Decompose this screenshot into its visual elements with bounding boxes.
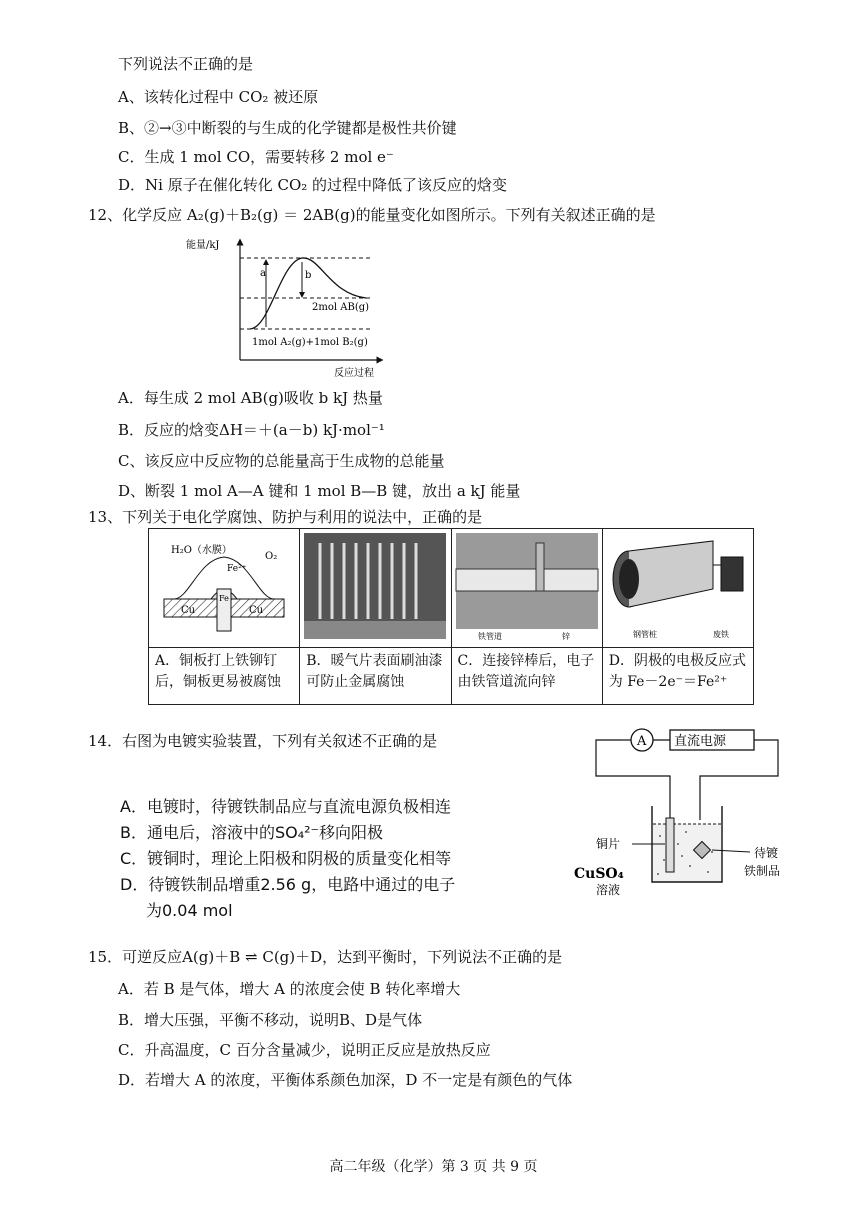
energy-curve <box>250 258 366 329</box>
x-axis-label: 反应过程 <box>334 368 374 379</box>
q13-caption-a: A．铜板打上铁铆钉后，铜板更易被腐蚀 <box>149 648 300 705</box>
o2-label: O₂ <box>265 551 278 562</box>
q11-option-d: D．Ni 原子在催化转化 CO₂ 的过程中降低了该反应的焓变 <box>118 176 508 194</box>
copper-label: 铜片 <box>596 837 621 851</box>
item-label-1: 待镀 <box>754 846 779 860</box>
iron-pipe-label: 铁管道 <box>477 632 502 641</box>
q12-option-c: C、该反应中反应物的总能量高于生成物的总能量 <box>118 452 445 470</box>
water-film-label: H₂O（水膜） <box>171 545 232 556</box>
q15-option-a: A．若 B 是气体，增大 A 的浓度会使 B 转化率增大 <box>118 980 461 998</box>
q14-option-a: A．电镀时，待镀铁制品应与直流电源负极相连 <box>120 797 451 816</box>
q14-option-c: C．镀铜时，理论上阳极和阴极的质量变化相等 <box>120 849 452 868</box>
q13-caption-c: C．连接锌棒后，电子由铁管道流向锌 <box>451 648 602 705</box>
q13-fig-b <box>300 529 451 648</box>
q11-option-c: C．生成 1 mol CO，需要转移 2 mol e⁻ <box>118 148 394 166</box>
energy-diagram <box>180 232 390 380</box>
label-a: a <box>260 268 266 279</box>
q13-fig-d <box>602 529 753 648</box>
cu-left-label: Cu <box>181 605 196 616</box>
q14-option-d-cont: 为0.04 mol <box>146 901 233 920</box>
q11-option-a: A、该转化过程中 CO₂ 被还原 <box>118 88 319 106</box>
q12-stem: 12、化学反应 A₂(g)＋B₂(g) ＝ 2AB(g)的能量变化如图所示。下列有关叙述正确的是 <box>88 206 656 224</box>
page-footer: 高二年级（化学）第 3 页 共 9 页 <box>329 1159 538 1175</box>
q15-stem: 15．可逆反应A(g)＋B ⇌ C(g)＋D，达到平衡时，下列说法不正确的是 <box>88 948 563 966</box>
copper-plate <box>666 818 674 872</box>
q13-caption-d: D．阴极的电极反应式为 Fe－2e⁻＝Fe²⁺ <box>602 648 753 705</box>
q14-option-d: D．待镀铁制品增重2.56 g，电路中通过的电子 <box>120 875 456 894</box>
scrap-iron-label: 废铁 <box>712 630 729 639</box>
steel-pile-label: 钢管桩 <box>632 630 657 639</box>
product-label: 2mol AB(g) <box>312 302 370 313</box>
reactant-label: 1mol A₂(g)+1mol B₂(g) <box>252 337 368 348</box>
q13-fig-a <box>149 529 300 648</box>
q15-option-c: C．升高温度，C 百分含量减少，说明正反应是放热反应 <box>118 1041 491 1059</box>
q11-option-b: B、②→③中断裂的与生成的化学键都是极性共价键 <box>118 119 457 137</box>
label-b: b <box>305 270 312 281</box>
q14-stem: 14．右图为电镀实验装置，下列有关叙述不正确的是 <box>88 732 438 750</box>
zinc-label: 锌 <box>561 632 570 641</box>
solution-label: 溶液 <box>596 883 621 896</box>
q12-option-d: D、断裂 1 mol A—A 键和 1 mol B—B 键，放出 a kJ 能量 <box>118 482 521 500</box>
q15-option-d: D．若增大 A 的浓度，平衡体系颜色加深，D 不一定是有颜色的气体 <box>118 1071 573 1089</box>
q13-caption-b: B．暖气片表面刷油漆可防止金属腐蚀 <box>300 648 451 705</box>
q11-stem: 下列说法不正确的是 <box>118 55 254 73</box>
q15-option-b: B．增大压强，平衡不移动，说明B、D是气体 <box>118 1011 423 1029</box>
power-label: 直流电源 <box>674 734 727 749</box>
fe-ion-label: Fe²⁺ <box>227 564 247 574</box>
q13-stem: 13、下列关于电化学腐蚀、防护与利用的说法中，正确的是 <box>88 508 483 526</box>
cu-right-label: Cu <box>249 605 264 616</box>
item-label-2: 铁制品 <box>744 864 781 878</box>
q13-table <box>148 528 754 705</box>
fe-label: Fe <box>219 594 229 603</box>
q13-fig-c <box>451 529 602 648</box>
ammeter-label: A <box>637 734 647 749</box>
cuso4-label: CuSO₄ <box>574 866 624 882</box>
y-axis-label: 能量/kJ <box>186 240 220 251</box>
q12-option-a: A．每生成 2 mol AB(g)吸收 b kJ 热量 <box>118 389 383 407</box>
q14-option-b: B．通电后，溶液中的SO₄²⁻移向阳极 <box>120 823 384 842</box>
q12-option-b: B．反应的焓变ΔH＝＋(a－b) kJ·mol⁻¹ <box>118 421 385 439</box>
electroplating-apparatus <box>572 726 822 896</box>
